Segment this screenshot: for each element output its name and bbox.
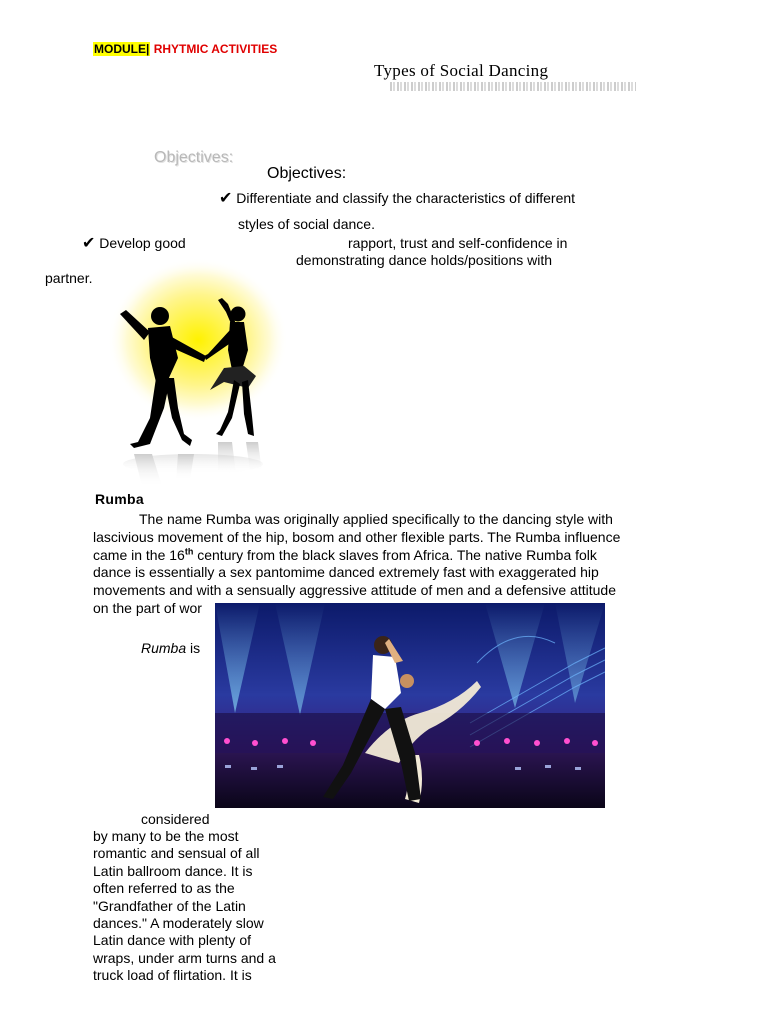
column-line: Latin ballroom dance. It is xyxy=(93,862,253,879)
rumba-line: dance is essentially a sex pantomime danced extremely fast with exaggerated hip xyxy=(93,564,599,581)
module-label: MODULE| xyxy=(94,42,150,56)
rumba-is-text: Rumba is xyxy=(141,640,201,656)
column-line: dances." A moderately slow xyxy=(93,915,264,932)
objective-item-2 xyxy=(82,233,186,253)
rumba-line: lascivious movement of the hip, bosom and other flexible parts. The Rumba influence xyxy=(93,528,621,545)
column-line: "Grandfather of the Latin xyxy=(93,897,246,914)
objective-2-part-2: rapport, trust and self-confidence in xyxy=(348,235,568,251)
objective-item-1 xyxy=(219,188,575,208)
column-line: romantic and sensual of all xyxy=(93,845,260,862)
module-tag xyxy=(93,42,277,56)
check-mark-icon: ✔ xyxy=(219,190,233,207)
objective-2-line-2: demonstrating dance holds/positions with xyxy=(296,252,553,268)
column-line: often referred to as the xyxy=(93,880,235,897)
check-mark-icon: ✔ xyxy=(82,235,96,252)
objective-2-line-3: partner. xyxy=(45,270,93,286)
objectives-ghost-heading: Objectives: xyxy=(154,149,234,166)
column-line: Latin dance with plenty of xyxy=(93,932,251,949)
dancing-couple-illustration xyxy=(98,258,290,488)
column-line: truck load of flirtation. It is xyxy=(93,967,252,984)
objective-1-line-2: styles of social dance. xyxy=(238,216,375,232)
rumba-paragraph xyxy=(93,511,677,618)
rumba-italic: Rumba xyxy=(141,640,187,656)
sun-glow xyxy=(108,258,288,422)
title-reflection xyxy=(390,82,636,91)
ballroom-dancers-photo xyxy=(215,603,605,808)
dancer-reflection xyxy=(123,442,263,486)
objective-1-line-1: Differentiate and classify the characteristics of different xyxy=(236,190,576,206)
rumba-line: The name Rumba was originally applied specifically to the dancing style with xyxy=(139,511,613,527)
rumba-column-text xyxy=(93,828,303,985)
document-title: Types of Social Dancing xyxy=(374,61,549,80)
objective-2-part-1: Develop good xyxy=(99,235,186,251)
column-line: by many to be the most xyxy=(93,828,239,844)
module-subject: RHYTMIC ACTIVITIES xyxy=(153,42,278,56)
rumba-line: on the part of wor xyxy=(93,599,202,616)
considered-text: considered xyxy=(141,811,210,827)
rumba-line: came in the 16th century from the black slaves from Africa. The native Rumba folk xyxy=(93,545,597,563)
objectives-heading: Objectives: xyxy=(267,165,347,182)
rumba-line: movements and with a sensually aggressive attitude of men and a defensive attitude xyxy=(93,582,616,599)
column-line: wraps, under arm turns and a xyxy=(93,949,276,966)
rumba-heading: Rumba xyxy=(95,491,144,507)
